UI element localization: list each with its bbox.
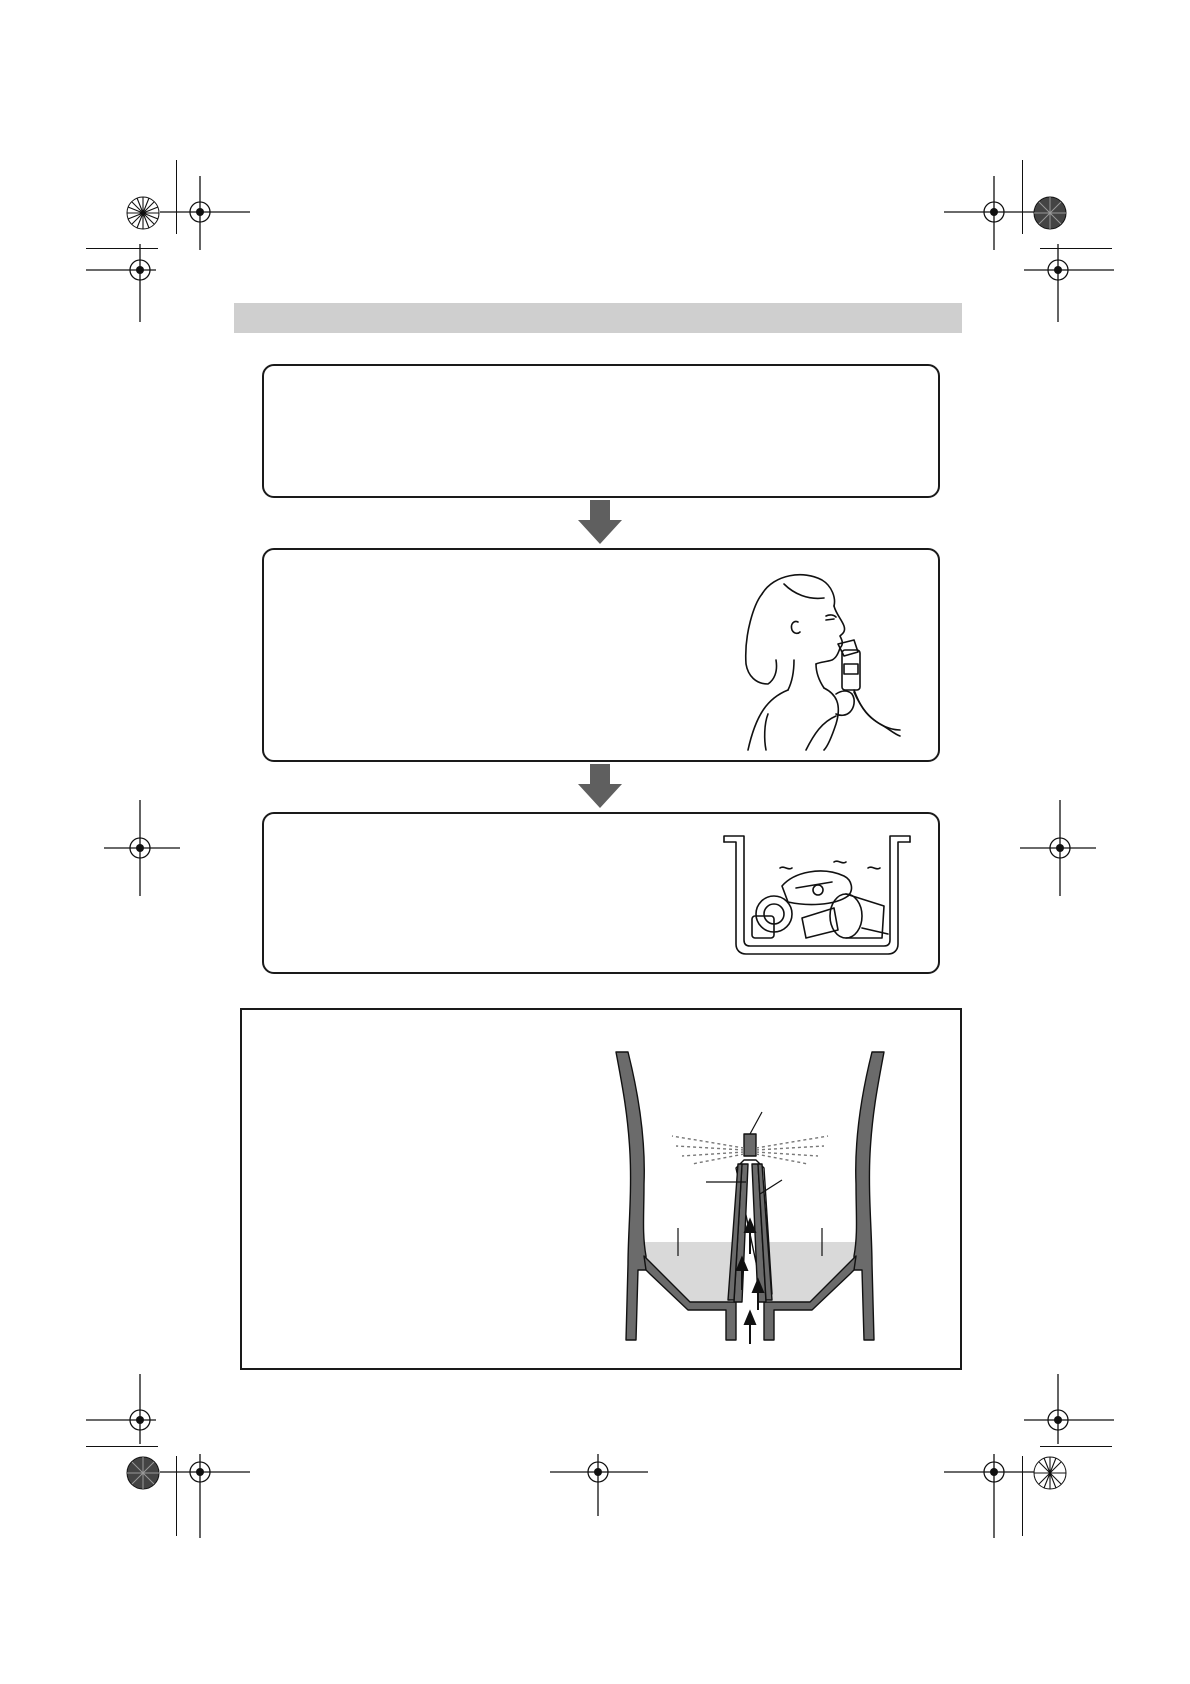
- step-1-box: [262, 364, 940, 498]
- registration-mark-icon: [104, 800, 180, 896]
- step-3-box: [262, 812, 940, 974]
- crop-mark: [86, 1446, 158, 1447]
- registration-mark-icon: [160, 1454, 252, 1538]
- down-arrow-icon: [576, 500, 624, 544]
- person-using-nebulizer-illustration: [724, 564, 904, 754]
- operating-principle-box: [240, 1008, 962, 1370]
- registration-mark-icon: [1024, 244, 1114, 324]
- nebulizer-cross-section-diagram: [606, 1044, 894, 1346]
- registration-mark-icon: [550, 1454, 648, 1518]
- crop-mark: [1022, 1456, 1023, 1536]
- crop-mark: [1040, 248, 1112, 249]
- parts-soaking-illustration: [722, 832, 912, 958]
- crop-mark: [1022, 160, 1023, 234]
- registration-mark-icon: [1024, 1374, 1114, 1454]
- crop-mark: [86, 248, 158, 249]
- step-2-box: [262, 548, 940, 762]
- registration-mark-icon: [86, 1374, 176, 1454]
- registration-mark-icon: [1020, 800, 1096, 896]
- color-wheel-icon: [126, 196, 160, 230]
- down-arrow-icon: [576, 764, 624, 808]
- registration-mark-icon: [160, 176, 252, 252]
- crop-mark: [176, 160, 177, 234]
- crop-mark: [1040, 1446, 1112, 1447]
- crop-mark: [176, 1456, 177, 1536]
- registration-mark-icon: [86, 244, 176, 324]
- color-wheel-icon: [126, 1456, 160, 1490]
- color-wheel-icon: [1033, 196, 1067, 230]
- color-wheel-icon: [1033, 1456, 1067, 1490]
- section-header-bar: [234, 303, 962, 333]
